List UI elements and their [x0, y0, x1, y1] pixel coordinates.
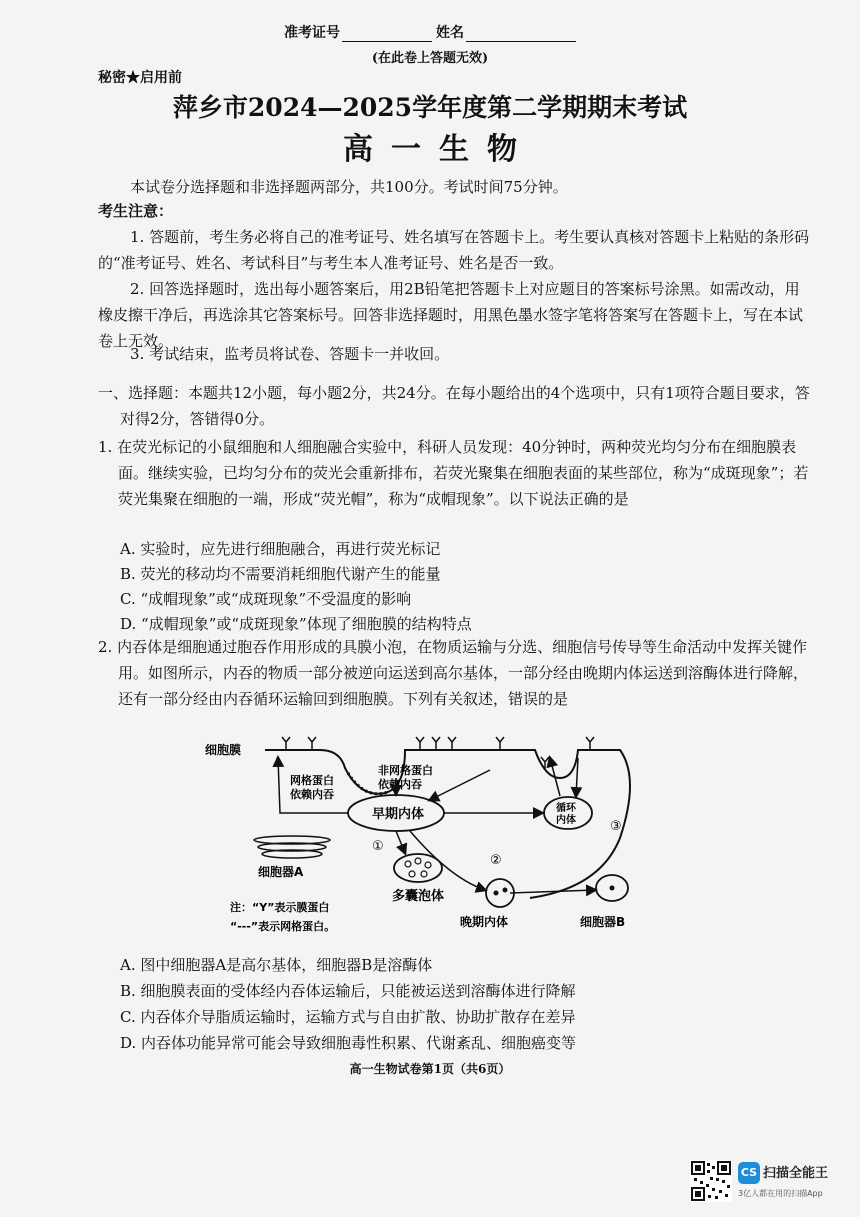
secret-mark: 秘密★启用前	[98, 70, 182, 86]
label-non-clathrin-2: 依赖内吞	[378, 778, 422, 791]
section-heading: 一、选择题：本题共12小题，每小题2分，共24分。在每小题给出的4个选项中，只有1项符合题目要求，答对得2分，答错得0分。	[98, 384, 810, 428]
diagram-note-2: “---”表示网格蛋白。	[230, 920, 336, 933]
scanner-logo: CS	[738, 1162, 760, 1184]
question-1-option-a: A. 实验时，应先进行细胞融合，再进行荧光标记	[120, 540, 441, 558]
question-2-option-b: B. 细胞膜表面的受体经内吞体运输后，只能被运送到溶酶体进行降解	[120, 982, 576, 1000]
label-path-1: ①	[372, 839, 384, 854]
label-mvb: 多囊泡体	[392, 889, 445, 904]
label-cell-membrane: 细胞膜	[205, 743, 242, 757]
label-organelle-b: 细胞器B	[580, 915, 626, 929]
membrane-receptors	[282, 737, 594, 770]
subject-title: 高一生物	[343, 132, 535, 167]
label-recycling-2: 内体	[556, 815, 576, 826]
label-early-endosome: 早期内体	[372, 807, 425, 822]
scanner-watermark	[690, 1160, 855, 1205]
question-1-option-c: C. “成帽现象”或“成斑现象”不受温度的影响	[120, 590, 412, 608]
question-1-option-b: B. 荧光的移动均不需要消耗细胞代谢产生的能量	[120, 565, 441, 583]
attention-title: 考生注意：	[98, 202, 174, 220]
question-2-option-a: A. 图中细胞器A是高尔基体，细胞器B是溶酶体	[120, 956, 433, 974]
question-2-option-d: D. 内吞体功能异常可能会导致细胞毒性积累、代谢紊乱、细胞癌变等	[120, 1034, 577, 1052]
invalid-notice: (在此卷上答题无效)	[371, 51, 489, 66]
question-1-stem: 1. 在荧光标记的小鼠细胞和人细胞融合实验中，科研人员发现：40分钟时，两种荧光均匀分布在细胞膜表面。继续实验，已均匀分布的荧光会重新排布，若荧光聚集在细胞表面的某些部位，称为“成斑现象”；若荧光集聚在细胞的一端，形成“荧光帽”，称为“成帽现象”。以下说法正确的是	[98, 438, 809, 508]
name-label: 姓名	[436, 25, 464, 41]
header-line	[0, 22, 860, 42]
label-clathrin-2: 依赖内吞	[290, 788, 334, 801]
label-late-endosome: 晚期内体	[460, 915, 509, 929]
question-2-stem: 2. 内吞体是细胞通过胞吞作用形成的具膜小泡，在物质运输与分选、细胞信号传导等生命活动中发挥关键作用。如图所示，内吞的物质一部分被逆向运送到高尔基体，一部分经由晚期内体运送到溶酶体进行降解，还有一部分经由内吞循环运输回到细胞膜。下列有关叙述，错误的是	[98, 638, 809, 708]
admission-label: 准考证号	[284, 25, 340, 41]
label-organelle-a: 细胞器A	[258, 865, 304, 879]
page-footer: 高一生物试卷第1页（共6页）	[349, 1062, 511, 1076]
endosome-diagram	[200, 718, 640, 948]
scanner-name: 扫描全能王	[763, 1166, 829, 1181]
attention-item: 1. 答题前，考生务必将自己的准考证号、姓名填写在答题卡上。考生要认真核对答题卡上粘贴的条形码的“准考证号、姓名、考试科目”与考生本人准考证号、姓名是否一致。	[98, 228, 810, 272]
question-1-option-d: D. “成帽现象”或“成斑现象”体现了细胞膜的结构特点	[120, 615, 472, 633]
label-non-clathrin-1: 非网格蛋白	[378, 764, 433, 777]
scanner-tagline: 3亿人都在用的扫描App	[738, 1189, 823, 1198]
qr-code-icon	[690, 1160, 732, 1202]
label-path-3: ③	[610, 819, 622, 834]
attention-item: 3. 考试结束，监考员将试卷、答题卡一并收回。	[130, 345, 450, 363]
exam-intro: 本试卷分选择题和非选择题两部分，共100分。考试时间75分钟。	[130, 178, 568, 196]
diagram-note-1: 注：“Y”表示膜蛋白	[230, 901, 330, 914]
label-clathrin-1: 网格蛋白	[290, 774, 334, 787]
exam-title: 萍乡市2024—2025学年度第二学期期末考试	[172, 93, 688, 122]
attention-item: 2. 回答选择题时，选出每小题答案后，用2B铅笔把答题卡上对应题目的答案标号涂黑。如需改动，用橡皮擦干净后，再选涂其它答案标号。回答非选择题时，用黑色墨水签字笔将答案写在答题卡上，写在本试卷上无效。	[98, 280, 804, 350]
organelle-a-shape	[254, 836, 330, 858]
late-endosome-shape	[486, 879, 514, 907]
admission-blank	[342, 29, 432, 42]
question-2-option-c: C. 内吞体介导脂质运输时，运输方式与自由扩散、协助扩散存在差异	[120, 1008, 576, 1026]
name-blank	[466, 29, 576, 42]
label-recycling-1: 循环	[556, 803, 576, 814]
label-path-2: ②	[490, 853, 502, 868]
